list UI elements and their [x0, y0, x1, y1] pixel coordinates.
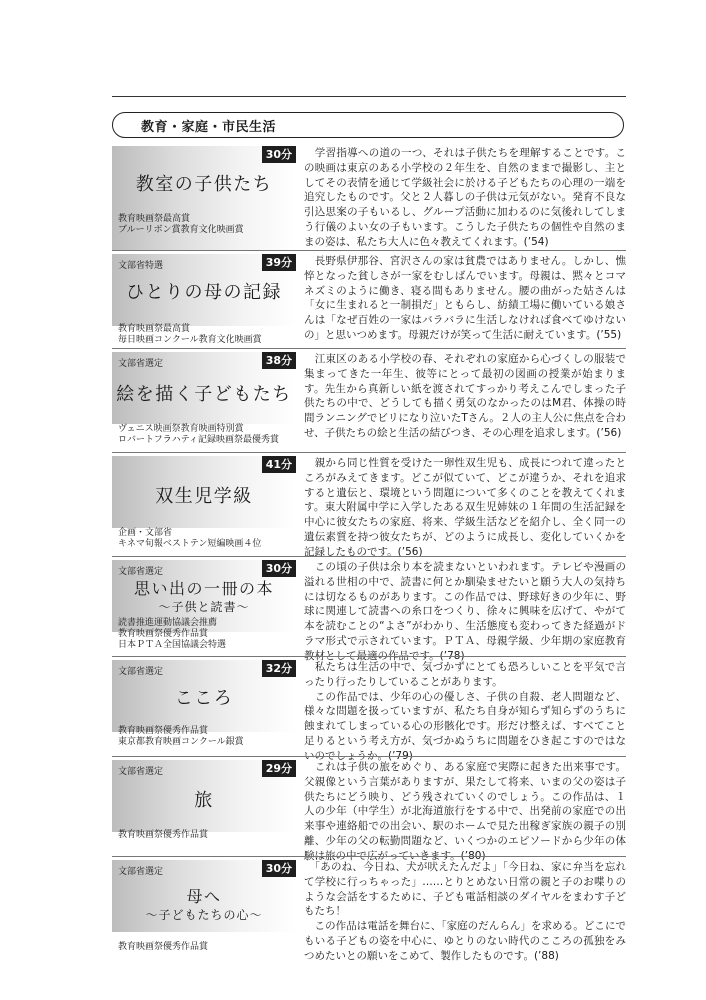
film-entry: [112, 146, 626, 250]
film-description: この頃の子供は余り本を読まないといわれます。テレビや漫画の溢れる世相の中で、読書に何とか馴染ませたいと願う大人の気持ちには切なるものがあります。この作品では、野球好きの少年に、野球に関連して読書への糸口をつくり、徐々に興味を広げて、やがて本を読むことの“よさ”がわかり、生活態度も変わってきた経過がドラマ形式で示されています。ＰＴＡ、母親学級、少年期の家庭教育教材として最適の作品です。(’78): [304, 561, 626, 662]
film-title: ひとりの母の記録: [126, 282, 282, 303]
awards-list: [118, 528, 261, 550]
film-entry: [112, 352, 626, 454]
film-subtitle: 〜子供と読書〜: [158, 600, 250, 614]
category-label: 文部省選定: [118, 867, 164, 877]
film-title: 思い出の一冊の本: [133, 579, 274, 598]
award: 教育映画祭優秀作品賞: [118, 629, 209, 639]
award: 教育映画祭最高賞: [118, 214, 191, 224]
film-entry: [112, 560, 626, 660]
film-title: 教室の子供たち: [135, 174, 273, 195]
duration-badge: 30分: [262, 860, 296, 877]
duration-badge: 39分: [262, 254, 296, 271]
award: 教育映画祭優秀作品賞: [118, 726, 209, 736]
awards-list: [118, 726, 244, 748]
film-description: 私たちは生活の中で、気づかずにとても恐ろしいことを平気で言ったり行ったりしていることがあります。 この作品では、少年の心の優しさ、子供の自殺、老人問題など、様々な問題を扱っていますが、私たち自身が知らず知らずのうちに蝕まれてしまっている心の形骸化です。形だけ整えば、すべてこと足りるという考え方が、気づかぬうちに問題をひき起こすのではないのでしょうか。(’79): [304, 661, 626, 762]
film-info: [112, 560, 296, 660]
duration-badge: 30分: [262, 560, 296, 577]
film-subtitle: 〜子どもたちの心〜: [145, 908, 263, 922]
duration-badge: 38分: [262, 352, 296, 369]
award: 読書推進運動協議会推薦: [118, 618, 218, 628]
category-label: 文部省選定: [118, 567, 164, 577]
film-info: [112, 860, 296, 960]
film-description: 学習指導への道の一つ、それは子供たちを理解することです。この映画は東京のある小学校の２年生を、自然のままで撮影し、主としてその表情を通じて学級社会に於ける子どもたちの心理の一端を追究したものです。父と２人暮しの子供は元気がない。発育不良な引込思案の子もいるし、グループ活動に加わるのに気後れしてしまう行儀のよい女の子もいます。こうした子供たちの個性や自然のままの姿は、私たち大人に色々教えてくれます。(’54): [304, 147, 626, 248]
awards-list: [118, 324, 262, 346]
film-info: [112, 146, 296, 250]
film-description: 江東区のある小学校の春、それぞれの家庭から心づくしの服装で集まってきた一年生、彼等にとって最初の図画の授業が始まります。先生から真新しい紙を渡されてすっかり考えこんでしまった子供たちの中で、どうしても描く勇気のなかったのはM君、体操の時間ランニングでビリになり泣いたTさん。２人の主人公に焦点を合わせ、子供たちの絵と生活の結びつき、その心理を追求します。(’56): [304, 353, 626, 439]
award: ロバートフラハティ記録映画祭最優秀賞: [118, 435, 280, 445]
film-entry: [112, 254, 626, 354]
category-label: 文部省選定: [118, 667, 164, 677]
category-label: 文部省選定: [118, 767, 164, 777]
category-label: 文部省選定: [118, 359, 164, 369]
duration-badge: 41分: [262, 456, 296, 473]
film-description: 長野県伊那谷、宮沢さんの家は貧農ではありません。しかし、憔悴となった貧しさが一家をむしばんでいます。母親は、黙々とコマネズミのように働き、寝る間もありません。腰の曲がった姑さんは「女に生まれると一制損だ」ともらし、紡績工場に働いている娘さんは「なぜ百姓の一家はバラバラに生活しなければ食べてゆけないの」と思いつめます。母親だけが笑って生活に耐えています。(’55): [304, 255, 626, 341]
film-info: [112, 352, 296, 454]
film-entry: [112, 456, 626, 556]
award: 教育映画祭優秀作品賞: [118, 830, 209, 840]
award: キネマ旬報ベストテン短編映画４位: [118, 539, 262, 549]
section-title: 教育・家庭・市民生活: [141, 120, 277, 135]
film-title: 母へ: [186, 887, 222, 906]
film-title: 旅: [194, 790, 214, 811]
film-entry: [112, 860, 626, 960]
awards-list: [118, 214, 244, 236]
award: ブルーリボン賞教育文化映画賞: [118, 225, 244, 235]
award: 毎日映画コンクール教育文化映画賞: [118, 335, 262, 345]
divider: [112, 656, 626, 657]
divider: [112, 556, 626, 557]
film-description: 親から同じ性質を受けた一卵性双生児も、成長につれて違ったところがみえてきます。どこが似ていて、どこが違うか、それを追求すると遺伝と、環境という問題について多くのことを教えてくれます。東大附属中学に入学したある双生児姉妹の１年間の生活記録を中心に彼女たちの家庭、将来、学級生活などを紹介し、全く同一の遺伝素質を持つ彼女たちが、どのように成長し、変化していくかを記録したものです。(’56): [304, 457, 626, 558]
awards-list: [118, 942, 208, 953]
film-info: [112, 254, 296, 354]
section-header: [112, 112, 624, 138]
duration-badge: 32分: [262, 660, 296, 677]
award: 教育映画祭最高賞: [118, 324, 191, 334]
film-info: [112, 456, 296, 556]
duration-badge: 30分: [262, 146, 296, 163]
film-title: こころ: [174, 688, 234, 709]
film-description: これは子供の旅をめぐり、ある家庭で実際に起きた出来事です。父親像という言葉がありますが、果たして将来、いまの父の姿は子供たちにどう映り、どう残されていくのでしょう。この作品は、１人の少年（中学生）が北海道旅行をする中で、出発前の家庭での出来事や連絡船での出会い、駅のホームで見た出稼ぎ家族の親子の別離、少年の父の転勤問題など、いくつかのエピソードから少年の体験は旅の中で広がっていきます。(’80): [304, 761, 626, 862]
film-info: [112, 660, 296, 756]
awards-list: [118, 618, 226, 651]
divider: [112, 856, 626, 857]
film-title: 双生児学級: [155, 486, 253, 507]
awards-list: [118, 424, 279, 446]
film-description: 「あのね、今日ね、犬が吠えたんだよ」「今日ね、家に弁当を忘れて学校に行っちゃった」……とりとめない日常の親と子のお喋りのような会話をするために、子ども電話相談のダイヤルをまわす子どもたち！ この作品は電話を舞台に、「家庭のだんらん」を求める。どこにでもいる子どもの姿を中心に、ゆとりのない時代のこころの孤独をみつめたいとの願いをこめて、製作したものです。(’88): [304, 861, 626, 962]
award: 日本ＰＴＡ全国協議会特選: [118, 640, 227, 650]
divider: [112, 250, 626, 251]
award: 教育映画祭優秀作品賞: [118, 942, 209, 952]
top-rule: [112, 96, 626, 97]
award: 企画・文部省: [118, 528, 173, 538]
divider: [112, 452, 626, 453]
divider: [112, 348, 626, 349]
award: 東京都教育映画コンクール銀賞: [118, 737, 244, 747]
film-title: 絵を描く子どもたち: [116, 384, 292, 405]
category-label: 文部省特選: [118, 261, 164, 271]
film-entry: [112, 660, 626, 762]
awards-list: [118, 830, 208, 841]
film-entry: [112, 760, 626, 862]
award: ヴェニス映画祭教育映画特別賞: [118, 424, 244, 434]
duration-badge: 29分: [262, 760, 296, 777]
film-info: [112, 760, 296, 854]
divider: [112, 756, 626, 757]
